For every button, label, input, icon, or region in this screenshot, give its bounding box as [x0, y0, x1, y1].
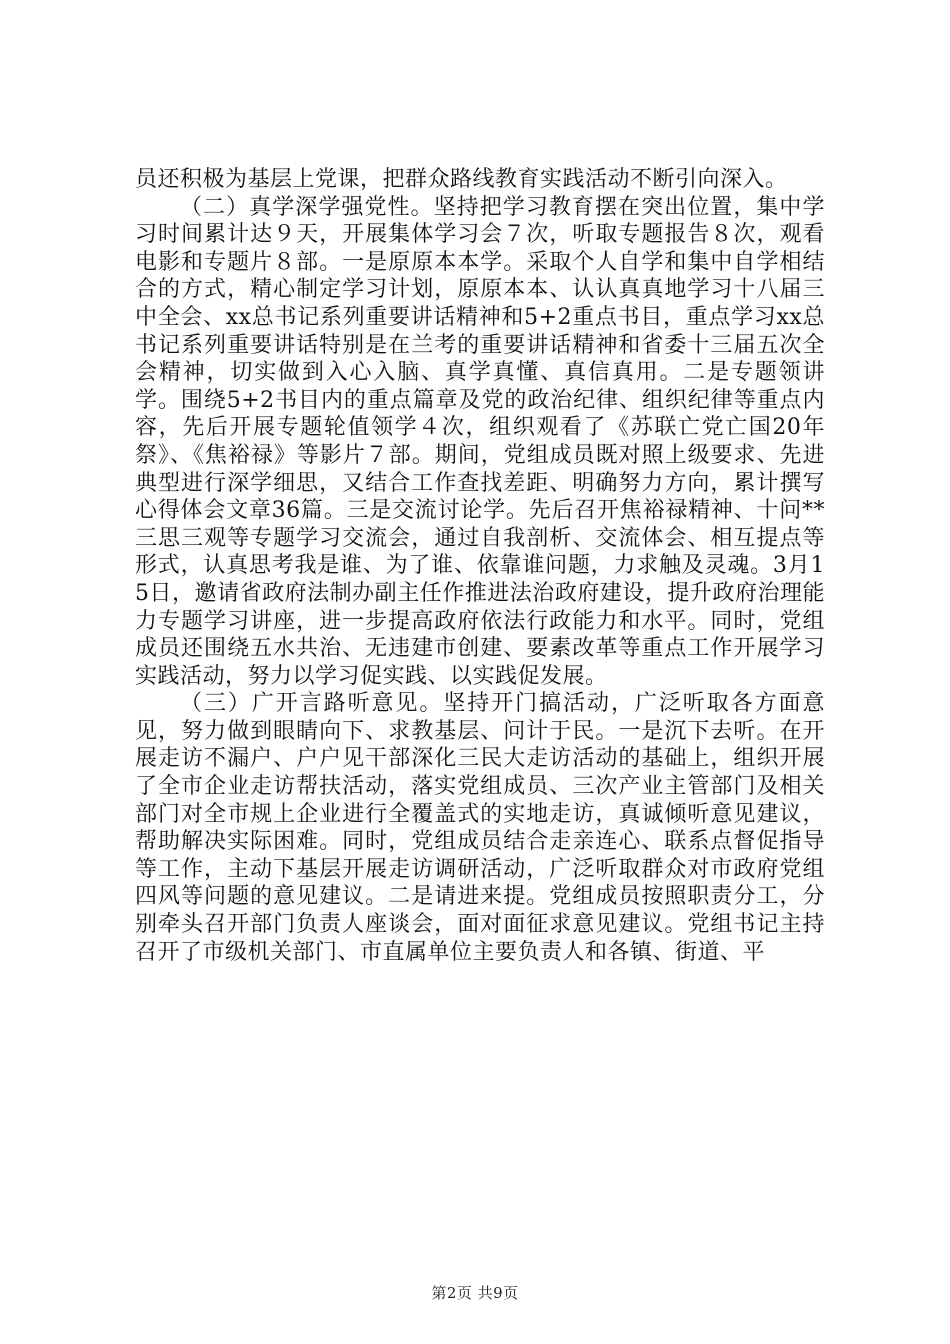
document-body — [135, 166, 825, 966]
paragraph-section-2: （二）真学深学强党性。坚持把学习教育摆在突出位置，集中学习时间累计达９天，开展集体学习会７次，听取专题报告８次，观看电影和专题片８部。一是原原本本学。采取个人自学和集中自学相结合的方式，精心制定学习计划，原原本本、认认真真地学习十八届三中全会、xx总书记系列重要讲话精神和5+2重点书目，重点学习xx总书记系列重要讲话特别是在兰考的重要讲话精神和省委十三届五次全会精神，切实做到入心入脑、真学真懂、真信真用。二是专题领讲学。围绕5+2书目内的重点篇章及党的政治纪律、组织纪律等重点内容，先后开展专题轮值领学４次，组织观看了《苏联亡党亡国20年祭》、《焦裕禄》等影片７部。期间，党组成员既对照上级要求、先进典型进行深学细思，又结合工作查找差距、明确努力方向，累计撰写心得体会文章36篇。三是交流讨论学。先后召开焦裕禄精神、十问**三思三观等专题学习交流会，通过自我剖析、交流体会、相互提点等形式，认真思考我是谁、为了谁、依靠谁问题，力求触及灵魂。3月15日，邀请省政府法制办副主任作推进法治政府建设，提升政府治理能力专题学习讲座，进一步提高政府依法行政能力和水平。同时，党组成员还围绕五水共治、无违建市创建、要素改革等重点工作开展学习实践活动，努力以学习促实践、以实践促发展。 — [135, 194, 825, 689]
paragraph-continuation: 员还积极为基层上党课，把群众路线教育实践活动不断引向深入。 — [135, 167, 788, 192]
paragraph-section-3: （三）广开言路听意见。坚持开门搞活动，广泛听取各方面意见，努力做到眼睛向下、求教基层、问计于民。一是沉下去听。在开展走访不漏户、户户见干部深化三民大走访活动的基础上，组织开展了全市企业走访帮扶活动，落实党组成员、三次产业主管部门及相关部门对全市规上企业进行全覆盖式的实地走访，真诚倾听意见建议，帮助解决实际困难。同时，党组成员结合走亲连心、联系点督促指导等工作，主动下基层开展走访调研活动，广泛听取群众对市政府党组四风等问题的意见建议。二是请进来提。党组成员按照职责分工，分别牵头召开部门负责人座谈会，面对面征求意见建议。党组书记主持召开了市级机关部门、市直属单位主要负责人和各镇、街道、平 — [135, 691, 825, 965]
page-number-footer: 第2页 共9页 — [431, 1284, 519, 1302]
